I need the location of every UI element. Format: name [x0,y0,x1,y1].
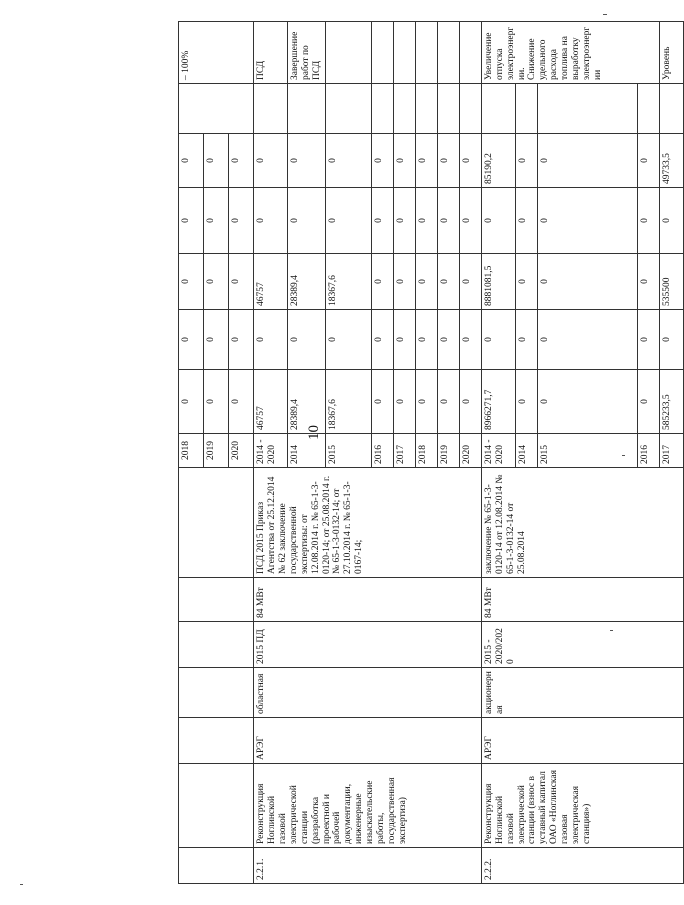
value-cell: 0 [229,134,254,188]
value-cell: 0 [515,134,537,188]
value-cell: 0 [179,310,204,370]
empty-cell [179,578,254,622]
table-row [254,22,288,884]
value-cell: 0 [515,188,537,254]
value-cell: 0 [437,134,459,188]
year-cell: 2014 - 2020 [254,434,288,468]
value-cell: 0 [179,370,204,434]
empty-cell [537,84,637,134]
value-cell: 0 [393,370,415,434]
section-level: областная [254,668,482,718]
value-cell: 0 [393,188,415,254]
value-cell: 0 [659,188,683,254]
value-cell: 0 [204,134,229,188]
value-cell: 0 [204,254,229,310]
section-title: Реконструкция Ноглинской газовой электрической станции (взнос в уставный капитал ОАО «Ноглинская газовая электрическая станция») [481,764,683,848]
year-cell: 2018 [179,434,204,468]
value-cell: 0 [637,188,659,254]
value-cell: 0 [179,134,204,188]
value-cell: 585233,5 [659,370,683,434]
section-power: 84 МВт [481,578,683,622]
value-cell: 0 [659,310,683,370]
year-cell: 2016 [371,434,393,468]
section-org: АРЭГ [481,718,683,764]
year-cell: 2020 [229,434,254,468]
program-table [178,21,684,884]
empty-cell [179,718,254,764]
value-cell: 0 [481,188,515,254]
section-stage: 2015 ПД [254,622,482,668]
result-cell [437,22,459,84]
value-cell: 0 [254,310,288,370]
value-cell: 0 [437,188,459,254]
empty-cell [179,764,254,848]
year-cell: 2017 [393,434,415,468]
value-cell: 0 [437,254,459,310]
value-cell: 0 [537,310,637,370]
result-cell: – 100% [179,22,254,84]
value-cell: 8966271,7 [481,370,515,434]
empty-cell [179,84,254,134]
value-cell: 85190,2 [481,134,515,188]
section-doc: ПСД 2015 Приказ Агентства от 25.12.2014 № 62 заключение государственной экспертизы: от 12.08.2014 г. № 65-1-3-0120-14; от 25.08.2014 г. № 65-1-3-0132-14; от 27.10.2014 г. № 65-1-3-0167-14; [254,468,482,578]
value-cell: 0 [288,188,326,254]
year-cell: 2015 [325,434,371,468]
value-cell: 28389,4 [288,370,326,434]
section-level: акционерная [481,668,683,718]
year-cell: 2018 [415,434,437,468]
empty-cell [371,84,393,134]
value-cell: 0 [204,310,229,370]
year-cell: 2017 [659,434,683,468]
value-cell: 0 [229,188,254,254]
value-cell: 8881081,5 [481,254,515,310]
value-cell: 0 [371,254,393,310]
result-cell [371,22,393,84]
value-cell: 0 [637,134,659,188]
empty-cell [179,622,254,668]
value-cell: 0 [415,134,437,188]
year-cell: 2019 [437,434,459,468]
result-cell: Увеличение отпуска электроэнергии. Снижение удельного расхода топлива на выработку электроэнергии [481,22,659,84]
value-cell: 0 [254,188,288,254]
value-cell: 0 [393,134,415,188]
empty-cell [515,84,537,134]
value-cell: 0 [515,254,537,310]
value-cell: 0 [415,188,437,254]
page-number: 10 [306,425,322,440]
empty-cell [437,84,459,134]
section-power: 84 МВт [254,578,482,622]
table-row [481,22,515,884]
year-cell: 2016 [637,434,659,468]
value-cell: 0 [179,254,204,310]
empty-cell [481,84,515,134]
value-cell: 0 [229,254,254,310]
year-cell: 2020 [459,434,481,468]
empty-cell [637,84,659,134]
empty-cell [179,848,254,884]
value-cell: 0 [415,310,437,370]
value-cell: 0 [459,254,481,310]
value-cell: 0 [204,370,229,434]
value-cell: 0 [371,134,393,188]
value-cell: 0 [515,370,537,434]
empty-cell [254,84,288,134]
value-cell: 0 [481,310,515,370]
empty-cell [288,84,326,134]
value-cell: 0 [459,188,481,254]
empty-cell [179,668,254,718]
empty-cell [415,84,437,134]
section-number: 2.2.1. [254,848,482,884]
empty-cell [325,84,371,134]
result-cell [393,22,415,84]
value-cell: 0 [437,370,459,434]
value-cell: 0 [637,370,659,434]
value-cell: 0 [371,370,393,434]
value-cell: 0 [179,188,204,254]
table-row [179,22,204,884]
year-cell: 2019 [204,434,229,468]
section-doc: заключение № 65-1-3-0120-14 от 12.08.2014 № 65-1-3-0132-14 от 25.08.2014 [481,468,683,578]
section-number: 2.2.2. [481,848,683,884]
value-cell: 0 [459,370,481,434]
value-cell: 0 [254,134,288,188]
value-cell: 0 [371,188,393,254]
value-cell: 18367,6 [325,370,371,434]
value-cell: 0 [459,134,481,188]
result-cell [415,22,437,84]
empty-cell [393,84,415,134]
rotated-table-container [178,22,672,884]
result-cell: ПСД [254,22,288,84]
empty-cell [459,84,481,134]
value-cell: 28389,4 [288,254,326,310]
value-cell: 0 [325,134,371,188]
value-cell: 0 [637,254,659,310]
value-cell: 18367,6 [325,254,371,310]
result-cell [459,22,481,84]
value-cell: 0 [229,370,254,434]
result-cell [325,22,371,84]
empty-cell [659,84,683,134]
value-cell: 0 [325,188,371,254]
value-cell: 0 [537,134,637,188]
value-cell: 0 [393,310,415,370]
value-cell: 0 [515,310,537,370]
value-cell: 0 [288,310,326,370]
value-cell: 0 [437,310,459,370]
result-cell: Завершение работ по ПСД [288,22,326,84]
result-cell: Уровень [659,22,683,84]
value-cell: 0 [415,254,437,310]
year-cell: 2015 [537,434,637,468]
value-cell: 0 [537,188,637,254]
value-cell: 0 [229,310,254,370]
value-cell: 46757 [254,254,288,310]
value-cell: 0 [325,310,371,370]
section-stage: 2015 - 2020/2020 [481,622,683,668]
value-cell: 535500 [659,254,683,310]
empty-cell [179,468,254,578]
year-cell: 2014 [515,434,537,468]
value-cell: 0 [393,254,415,310]
value-cell: 0 [204,188,229,254]
year-cell: 2014 - 2020 [481,434,515,468]
value-cell: 0 [288,134,326,188]
value-cell: 0 [371,310,393,370]
value-cell: 0 [637,310,659,370]
value-cell: 0 [537,254,637,310]
value-cell: 0 [537,370,637,434]
section-title: Реконструкция Ноглинской газовой электрической станции (разработка проектной и рабочей документации, инженерные изыскательские работы, государственная экспертиза) [254,764,482,848]
year-cell: 2014 [288,434,326,468]
value-cell: 0 [459,310,481,370]
value-cell: 46757 [254,370,288,434]
value-cell: 0 [415,370,437,434]
value-cell: 49733,5 [659,134,683,188]
section-org: АРЭГ [254,718,482,764]
